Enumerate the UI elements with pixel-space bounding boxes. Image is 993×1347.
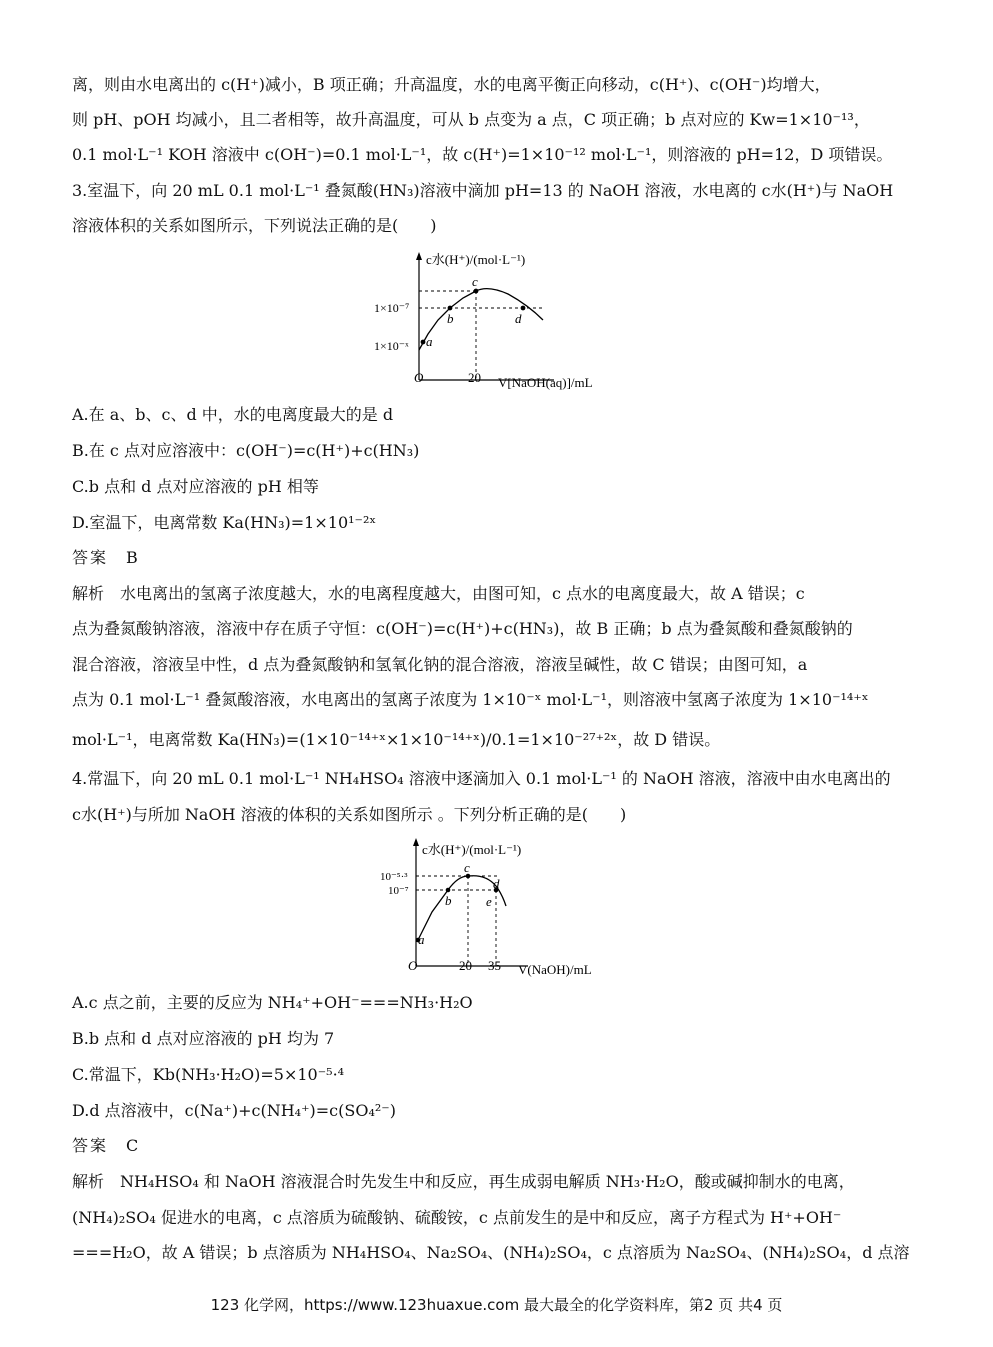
question-4-stem: 4.常温下，向 20 mL 0.1 mol·L⁻¹ NH₄HSO₄ 溶液中逐滴加入 0.1 mol·L⁻¹ 的 NaOH 溶液，溶液中由水电离出的 bbox=[72, 769, 891, 788]
tick-label: 35 bbox=[488, 958, 501, 973]
tick-label: 1×10⁻ˣ bbox=[374, 339, 409, 353]
explanation-line: (NH₄)₂SO₄ 促进水的电离，c 点溶质为硫酸钠、硫酸铵，c 点前发生的是中和反应，离子方程式为 H⁺+OH⁻ bbox=[72, 1208, 842, 1227]
point-label: e bbox=[486, 894, 492, 909]
option-d: D.室温下，电离常数 Ka(HN₃)=1×10¹⁻²ˣ bbox=[72, 513, 377, 532]
option-a: A.c 点之前，主要的反应为 NH₄⁺+OH⁻===NH₃·H₂O bbox=[72, 993, 473, 1012]
text-line: 0.1 mol·L⁻¹ KOH 溶液中 c(OH⁻)=0.1 mol·L⁻¹，故 c(H⁺)=1×10⁻¹² mol·L⁻¹，则溶液的 pH=12，D 项错误。 bbox=[72, 145, 893, 164]
origin-label: O bbox=[414, 370, 424, 385]
y-axis-label: c水(H⁺)/(mol·L⁻¹) bbox=[426, 252, 526, 267]
explanation-line: 混合溶液，溶液呈中性，d 点为叠氮酸钠和氢氧化钠的混合溶液，溶液呈碱性，故 C 错误；由图可知，a bbox=[72, 655, 808, 674]
answer: 答案 B bbox=[72, 548, 140, 567]
point-label: a bbox=[418, 932, 425, 947]
question-4-figure bbox=[378, 836, 618, 982]
point-label: b bbox=[447, 311, 454, 326]
origin-label: O bbox=[408, 958, 418, 973]
tick-label: 10⁻⁵·³ bbox=[380, 871, 408, 883]
explanation-line: ===H₂O，故 A 错误；b 点溶质为 NH₄HSO₄、Na₂SO₄、(NH₄)₂SO₄，c 点溶质为 Na₂SO₄、(NH₄)₂SO₄，d 点溶 bbox=[72, 1243, 910, 1262]
point-label: d bbox=[515, 311, 522, 326]
explanation-line: 解析 水电离出的氢离子浓度越大，水的电离程度越大，由图可知，c 点水的电离度最大，故 A 错误；c bbox=[72, 584, 805, 603]
option-b: B.在 c 点对应溶液中：c(OH⁻)=c(H⁺)+c(HN₃) bbox=[72, 441, 420, 460]
option-a: A.在 a、b、c、d 中，水的电离度最大的是 d bbox=[72, 405, 394, 424]
x-axis-label: V[NaOH(aq)]/mL bbox=[498, 375, 593, 390]
explanation-line: 解析 NH₄HSO₄ 和 NaOH 溶液混合时先发生中和反应，再生成弱电解质 NH₃·H₂O，酸或碱抑制水的电离， bbox=[72, 1172, 855, 1191]
explanation-line: 点为 0.1 mol·L⁻¹ 叠氮酸溶液，水电离出的氢离子浓度为 1×10⁻ˣ mol·L⁻¹，则溶液中氢离子浓度为 1×10⁻¹⁴⁺ˣ bbox=[72, 690, 869, 709]
text-line: 则 pH、pOH 均减小，且二者相等，故升高温度，可从 b 点变为 a 点，C 项正确；b 点对应的 Kw=1×10⁻¹³， bbox=[72, 110, 870, 129]
explanation-line: 点为叠氮酸钠溶液，溶液中存在质子守恒：c(OH⁻)=c(H⁺)+c(HN₃)，故 B 正确；b 点为叠氮酸和叠氮酸钠的 bbox=[72, 619, 853, 638]
answer: 答案 C bbox=[72, 1136, 141, 1155]
question-3-stem: 溶液体积的关系如图所示，下列说法正确的是( ) bbox=[72, 216, 437, 235]
tick-label: 20 bbox=[468, 370, 481, 385]
point-label: d bbox=[493, 876, 500, 891]
text-line: 离，则由水电离出的 c(H⁺)减小，B 项正确；升高温度，水的电离平衡正向移动，c(H⁺)、c(OH⁻)均增大， bbox=[72, 75, 831, 94]
option-c: C.b 点和 d 点对应溶液的 pH 相等 bbox=[72, 477, 319, 496]
option-b: B.b 点和 d 点对应溶液的 pH 均为 7 bbox=[72, 1029, 335, 1048]
question-3-figure bbox=[368, 250, 638, 392]
page-footer: 123 化学网，https://www.123huaxue.com 最大最全的化学资料库，第2 页 共4 页 bbox=[210, 1296, 783, 1314]
point-label: a bbox=[426, 334, 433, 349]
y-axis-label: c水(H⁺)/(mol·L⁻¹) bbox=[422, 842, 522, 857]
option-c: C.常温下，Kb(NH₃·H₂O)=5×10⁻⁵·⁴ bbox=[72, 1065, 345, 1084]
tick-label: 1×10⁻⁷ bbox=[374, 301, 410, 315]
explanation-line: mol·L⁻¹，电离常数 Ka(HN₃)=(1×10⁻¹⁴⁺ˣ×1×10⁻¹⁴⁺ˣ)/0.1=1×10⁻²⁷⁺²ˣ，故 D 错误。 bbox=[72, 730, 721, 749]
point-label: c bbox=[464, 860, 470, 875]
x-axis-label: V(NaOH)/mL bbox=[518, 962, 592, 977]
point-label: c bbox=[472, 274, 478, 289]
question-4-stem: c水(H⁺)与所加 NaOH 溶液的体积的关系如图所示 。下列分析正确的是( ) bbox=[72, 805, 627, 824]
option-d: D.d 点溶液中，c(Na⁺)+c(NH₄⁺)=c(SO₄²⁻) bbox=[72, 1101, 396, 1120]
tick-label: 10⁻⁷ bbox=[388, 885, 409, 897]
tick-label: 20 bbox=[459, 958, 472, 973]
point-label: b bbox=[445, 893, 452, 908]
question-3-stem: 3.室温下，向 20 mL 0.1 mol·L⁻¹ 叠氮酸(HN₃)溶液中滴加 pH=13 的 NaOH 溶液，水电离的 c水(H⁺)与 NaOH bbox=[72, 181, 894, 200]
